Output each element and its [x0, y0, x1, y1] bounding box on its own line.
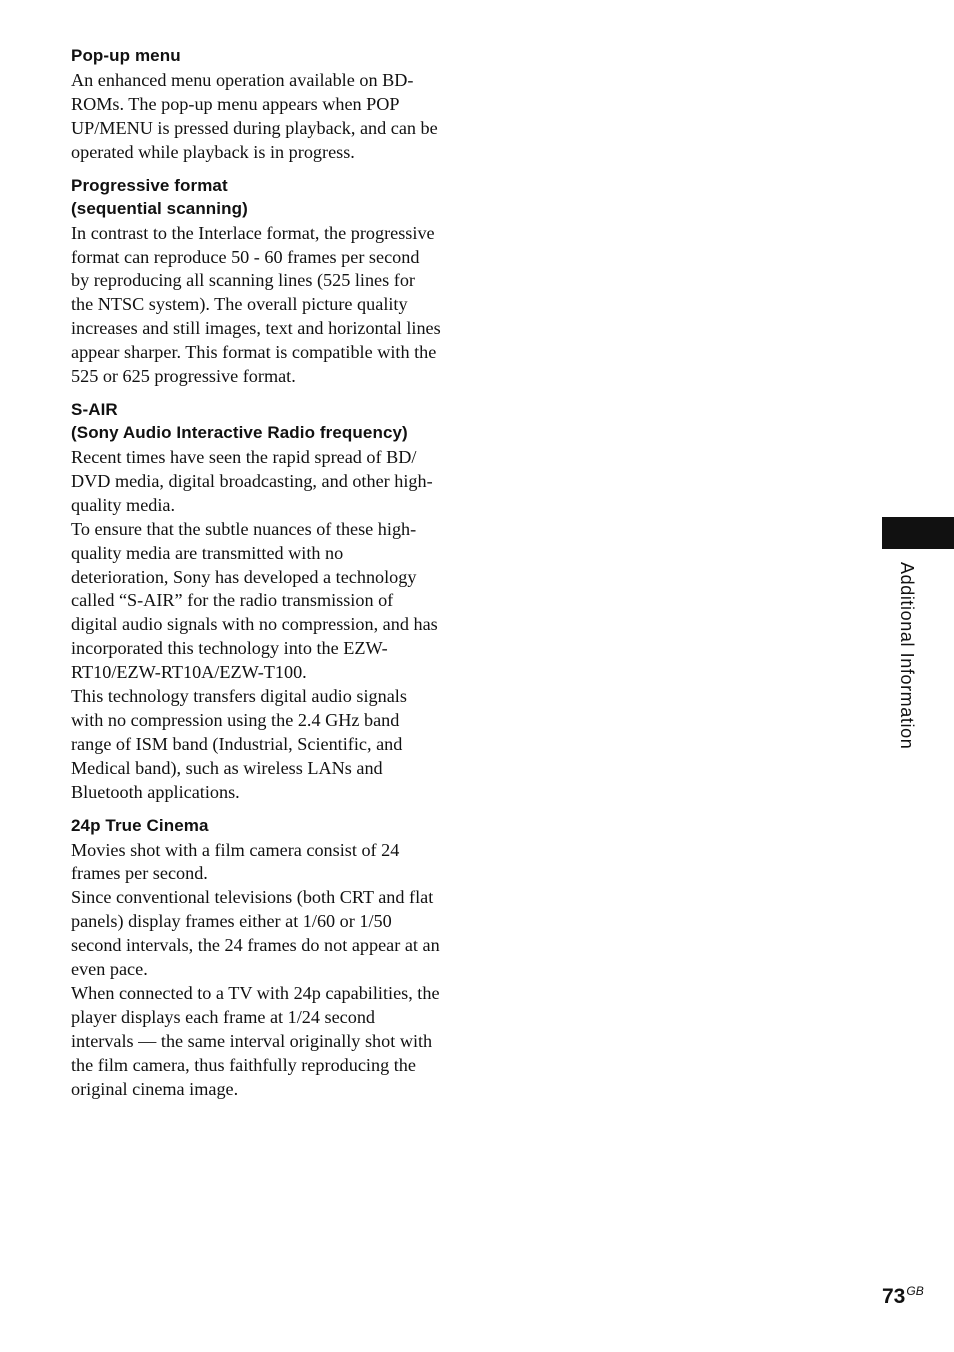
term-line: (Sony Audio Interactive Radio frequency) [71, 422, 408, 442]
term-line: Pop-up menu [71, 46, 181, 65]
entry-paragraph: To ensure that the subtle nuances of these high-quality media are transmitted with no deterioration, Sony has developed a technology called “S-AIR” for the radio transmission of digital audio signals with no compression, and has incorporated this technology into the EZW-RT10/EZW-RT10A/EZW-T100. [71, 518, 438, 683]
glossary-entry-24p-true-cinema [71, 814, 441, 1102]
entry-term [71, 398, 441, 444]
entry-paragraph: Since conventional televisions (both CRT and flat panels) display frames either at 1/60 or 1/50 second intervals, the 24 frames do not appear at an even pace. [71, 887, 440, 980]
page-number-suffix: GB [906, 1284, 924, 1298]
entry-paragraph: This technology transfers digital audio signals with no compression using the 2.4 GHz band range of ISM band (Industrial, Scientific, and Medical band), such as wireless LANs and Bluetooth applications. [71, 686, 407, 802]
glossary-entry-progressive-format [71, 174, 441, 389]
entry-term [71, 814, 441, 837]
glossary-column [71, 44, 441, 1111]
entry-paragraph: An enhanced menu operation available on BD-ROMs. The pop-up menu appears when POP UP/MENU is pressed during playback, and can be operated while playback is in progress. [71, 70, 438, 162]
entry-paragraph: Movies shot with a film camera consist of 24 frames per second. [71, 839, 400, 884]
entry-paragraph: Recent times have seen the rapid spread of BD/ DVD media, digital broadcasting, and other high-quality media. [71, 446, 433, 515]
term-line: 24p True Cinema [71, 815, 209, 835]
page-number [882, 1284, 924, 1309]
section-tab-marker [882, 517, 954, 549]
term-line: (sequential scanning) [71, 198, 248, 218]
term-line: S-AIR [71, 399, 118, 419]
entry-term [71, 44, 441, 67]
entry-paragraph: When connected to a TV with 24p capabilities, the player displays each frame at 1/24 second intervals — the same interval originally shot with the film camera, thus faithfully reproducing the original cinema image. [71, 983, 440, 1099]
glossary-entry-popup-menu [71, 44, 441, 165]
glossary-entry-s-air [71, 398, 441, 805]
page-number-value: 73 [882, 1285, 906, 1308]
entry-term [71, 174, 441, 220]
term-line: Progressive format [71, 175, 228, 195]
section-side-label: Additional Information [897, 562, 917, 750]
entry-paragraph: In contrast to the Interlace format, the progressive format can reproduce 50 - 60 frames per second by reproducing all scanning lines (525 lines for the NTSC system). The overall picture quality increases and still images, text and horizontal lines appear sharper. This format is compatible with the 525 or 625 progressive format. [71, 222, 441, 387]
